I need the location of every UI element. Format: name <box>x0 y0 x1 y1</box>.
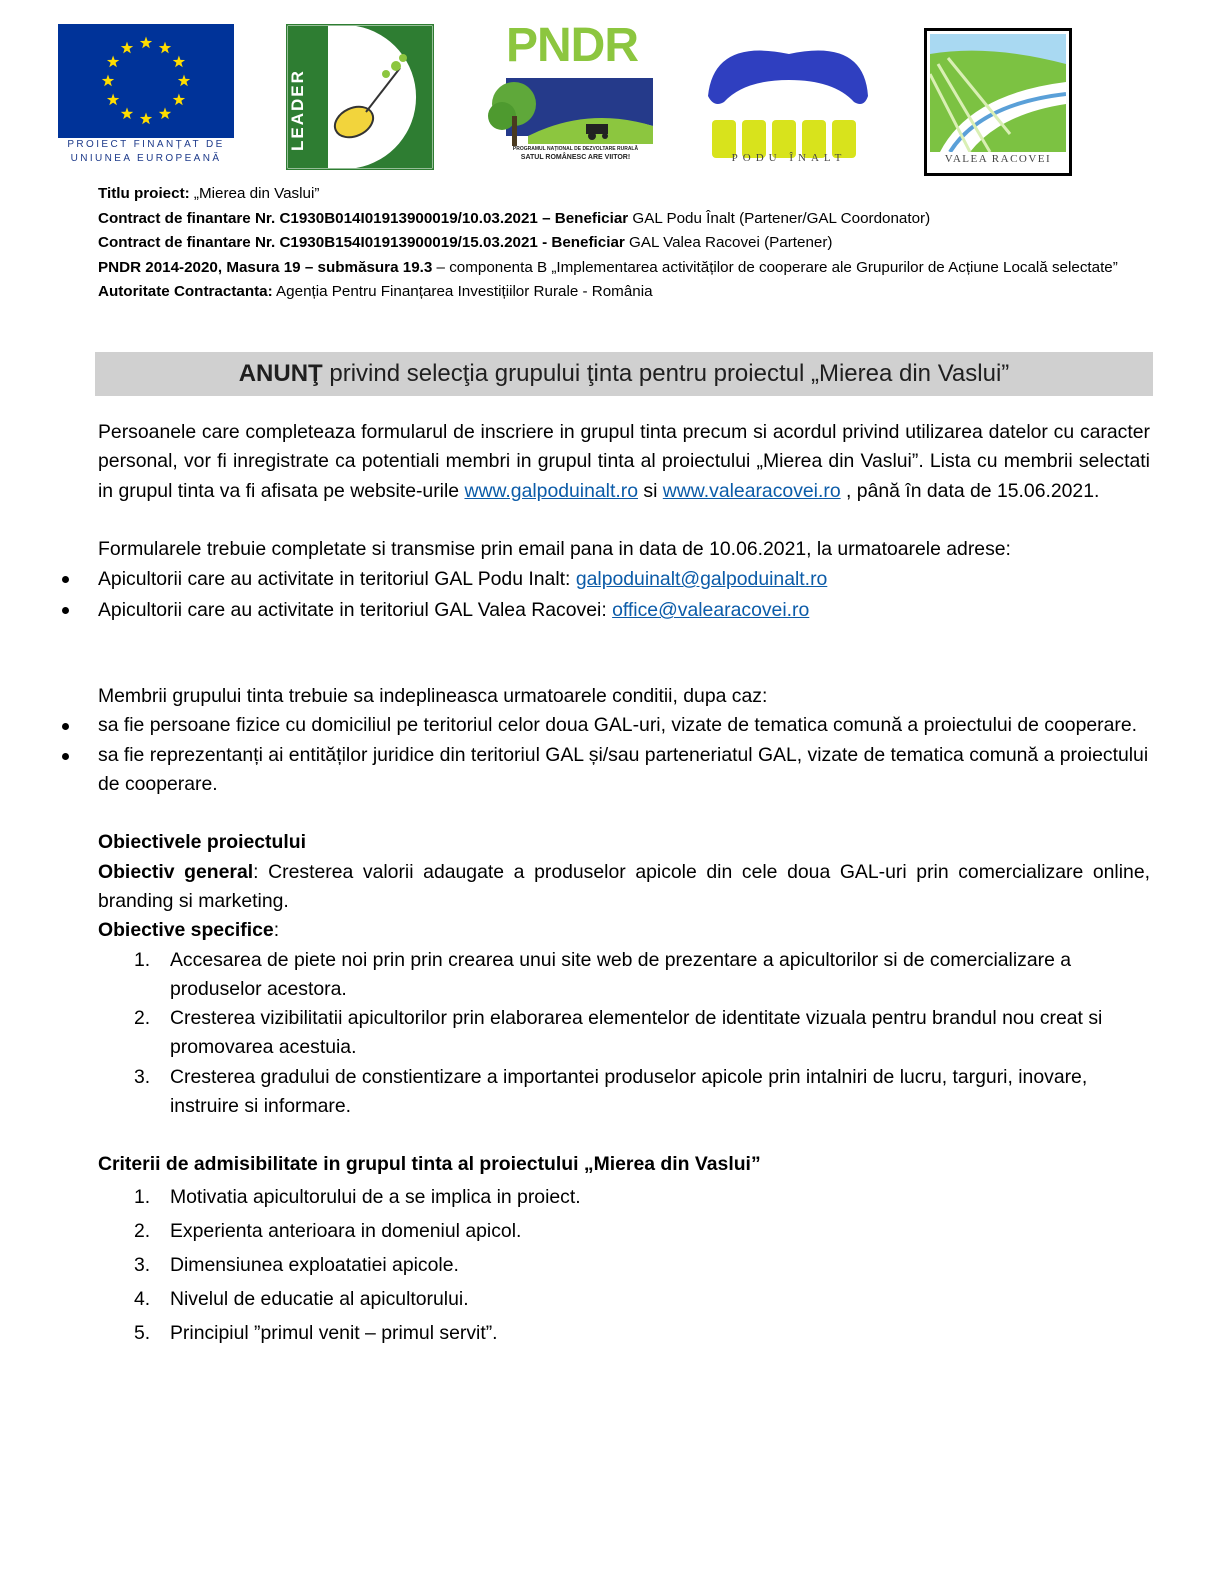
list-item <box>98 946 1130 1005</box>
star-icon <box>159 42 171 54</box>
star-icon <box>159 107 171 119</box>
valea-racovei-logo <box>924 28 1072 176</box>
item-number: 5. <box>134 1321 151 1344</box>
bullet-icon <box>62 607 69 614</box>
value: GAL Valea Racovei (Partener) <box>624 234 833 251</box>
heading-text: Criterii de admisibilitate in grupul tinta al proiectului „Mierea din Vaslui” <box>98 1153 761 1176</box>
bullet-icon <box>62 753 69 760</box>
intro-text-2: si <box>638 479 663 502</box>
star-icon <box>107 94 119 106</box>
podu-inalt-logo <box>704 44 874 189</box>
star-icon <box>121 42 133 54</box>
contract-line-2 <box>98 231 1150 256</box>
leader-text: LEADER <box>288 69 307 151</box>
criterion-text: Experienta anterioara in domeniul apicol. <box>170 1219 522 1242</box>
podu-bridge-icon <box>704 44 874 164</box>
label: Obiectiv general <box>98 860 254 883</box>
item-number: 3. <box>134 1253 151 1276</box>
star-icon <box>178 75 190 87</box>
list-item <box>98 595 1150 626</box>
document-body <box>98 418 1150 1350</box>
star-icon <box>121 107 133 119</box>
podu-caption: PODU ÎNALT <box>731 152 847 164</box>
list-item <box>98 711 1150 740</box>
star-icon <box>173 94 185 106</box>
value: GAL Podu Înalt (Partener/GAL Coordonator) <box>628 209 931 227</box>
value: „Mierea din Vaslui” <box>189 185 320 202</box>
item-number: 1. <box>134 1185 151 1208</box>
intro-text-3: , până în data de 15.06.2021. <box>840 479 1100 502</box>
specific-objectives-label <box>98 916 1150 945</box>
list-item <box>98 1004 1130 1063</box>
eu-caption-line1: PROIECT FINANȚAT DE <box>67 139 225 150</box>
list-item <box>98 1316 1150 1350</box>
forms-lead: Formularele trebuie completate si transmise prin email pana in data de 10.06.2021, la urmatoarele adrese: <box>98 537 1011 560</box>
project-info <box>98 182 1150 305</box>
pndr-line <box>98 256 1150 281</box>
conditions-lead: Membrii grupului tinta trebuie sa indeplineasca urmatoarele conditii, dupa caz: <box>98 685 768 708</box>
conditions-list <box>98 711 1150 799</box>
item-number: 3. <box>134 1065 151 1088</box>
list-item <box>98 1282 1150 1316</box>
valea-landscape-icon <box>930 34 1066 152</box>
condition-text: sa fie reprezentanți ai entităților juridice din teritoriul GAL și/sau parteneriatul GAL, vizate de tematica comună a proiectului de cooperare. <box>98 743 1149 796</box>
colon: : <box>273 919 280 942</box>
criteria-list <box>98 1180 1150 1350</box>
value: – componenta B „Implementarea activităților de cooperare ale Grupurilor de Acțiune Locală selectate” <box>432 258 1118 276</box>
email-item-text: Apicultorii care au activitate in teritoriul GAL Podu Inalt: <box>98 568 576 591</box>
announcement-bold: ANUNŢ <box>238 360 323 387</box>
project-title-line <box>98 182 1150 207</box>
email-item-text: Apicultorii care au activitate in teritoriul GAL Valea Racovei: <box>98 599 613 622</box>
intro-paragraph <box>98 418 1150 506</box>
objective-text: Accesarea de piete noi prin prin crearea unui site web de prezentare a apicultorilor si de comercializare a produselor acestora. <box>170 948 1072 1000</box>
list-item <box>98 1214 1150 1248</box>
list-item <box>98 1180 1150 1214</box>
criterion-text: Dimensiunea exploatatiei apicole. <box>170 1253 459 1276</box>
email-link-podu[interactable]: galpoduinalt@galpoduinalt.ro <box>575 568 828 591</box>
email-list <box>98 564 1150 626</box>
eu-caption <box>58 138 234 168</box>
list-item <box>98 1063 1130 1122</box>
pndr-title: PNDR <box>506 19 639 72</box>
pndr-logo <box>488 19 653 166</box>
item-number: 4. <box>134 1287 151 1310</box>
bullet-icon <box>62 723 69 730</box>
criterion-text: Nivelul de educatie al apicultorului. <box>170 1287 469 1310</box>
list-item <box>98 564 1150 595</box>
list-item <box>98 1248 1150 1282</box>
announcement-rest: privind selecţia grupului ţinta pentru proiectul „Mierea din Vaslui” <box>322 360 1010 387</box>
valearacovei-link[interactable]: www.valearacovei.ro <box>662 479 841 502</box>
contract-line-1 <box>98 207 1150 232</box>
intro-text-1: Persoanele care completeaza formularul de inscriere in grupul tinta precum si acordul privind utilizarea datelor cu caracter personal, vor fi inregistrate ca potentiali membri in grupul tinta al proiectului „Mierea din Vaslui”. Lista cu membrii selectati in grupul tinta va fi afisata pe website-urile <box>98 421 1150 502</box>
item-number: 2. <box>134 1007 151 1030</box>
objectives-heading <box>98 828 1150 857</box>
pndr-subtitle2: SATUL ROMÂNESC ARE VIITOR! <box>520 154 631 161</box>
email-link-valea[interactable]: office@valearacovei.ro <box>612 599 810 622</box>
criterion-text: Principiul ”primul venit – primul servit”. <box>170 1321 498 1344</box>
bullet-icon <box>62 576 69 583</box>
announcement-title <box>95 352 1153 396</box>
general-objective <box>98 858 1150 917</box>
value: : Cresterea valorii adaugate a produselor apicole din cele doua GAL-uri prin comercializare online, branding si marketing. <box>98 860 1150 912</box>
star-icon <box>107 56 119 68</box>
eu-flag-logo <box>58 24 234 168</box>
label: Contract de finantare Nr. C1930B154I01913900019/15.03.2021 - Beneficiar <box>98 234 625 251</box>
leader-logo <box>286 24 434 170</box>
label: Contract de finantare Nr. C1930B014I01913900019/10.03.2021 – Beneficiar <box>98 209 629 227</box>
objective-text: Cresterea vizibilitatii apicultorilor prin elaborarea elementelor de identitate vizuala pentru brandul nou creat si promovarea acestuia. <box>170 1007 1103 1059</box>
valea-caption: VALEA RACOVEI <box>944 153 1052 165</box>
criteria-heading <box>98 1150 1150 1179</box>
pndr-subtitle1: PROGRAMUL NAȚIONAL DE DEZVOLTARE RURALĂ <box>512 146 639 152</box>
label: Obiective specifice <box>98 919 274 942</box>
logo-strip <box>58 19 1078 174</box>
star-icon <box>102 75 114 87</box>
eu-caption-line2: UNIUNEA EUROPEANĂ <box>70 153 222 164</box>
criterion-text: Motivatia apicultorului de a se implica in proiect. <box>170 1185 581 1208</box>
item-number: 2. <box>134 1219 151 1242</box>
label: Autoritate Contractanta: <box>98 283 273 300</box>
objective-text: Cresterea gradului de constientizare a importantei produselor apicole prin intalniri de lucru, targuri, inovare, instruire si informare. <box>170 1065 1088 1118</box>
label: PNDR 2014-2020, Masura 19 – submăsura 19.3 <box>98 258 433 276</box>
eu-stars-icon <box>58 24 234 138</box>
star-icon <box>140 113 152 125</box>
heading-text: Obiectivele proiectului <box>98 831 306 854</box>
list-item <box>98 741 1150 800</box>
star-icon <box>173 56 185 68</box>
specific-objectives-list <box>98 946 1150 1122</box>
value: Agenția Pentru Finanțarea Investițiilor Rurale - România <box>272 283 653 300</box>
galpoduinalt-link[interactable]: www.galpoduinalt.ro <box>464 479 639 502</box>
authority-line <box>98 280 1150 305</box>
item-number: 1. <box>134 948 151 971</box>
label: Titlu proiect: <box>98 185 190 202</box>
condition-text: sa fie persoane fizice cu domiciliul pe teritoriul celor doua GAL-uri, vizate de tematica comună a proiectului de cooperare. <box>98 714 1138 737</box>
star-icon <box>140 37 152 49</box>
